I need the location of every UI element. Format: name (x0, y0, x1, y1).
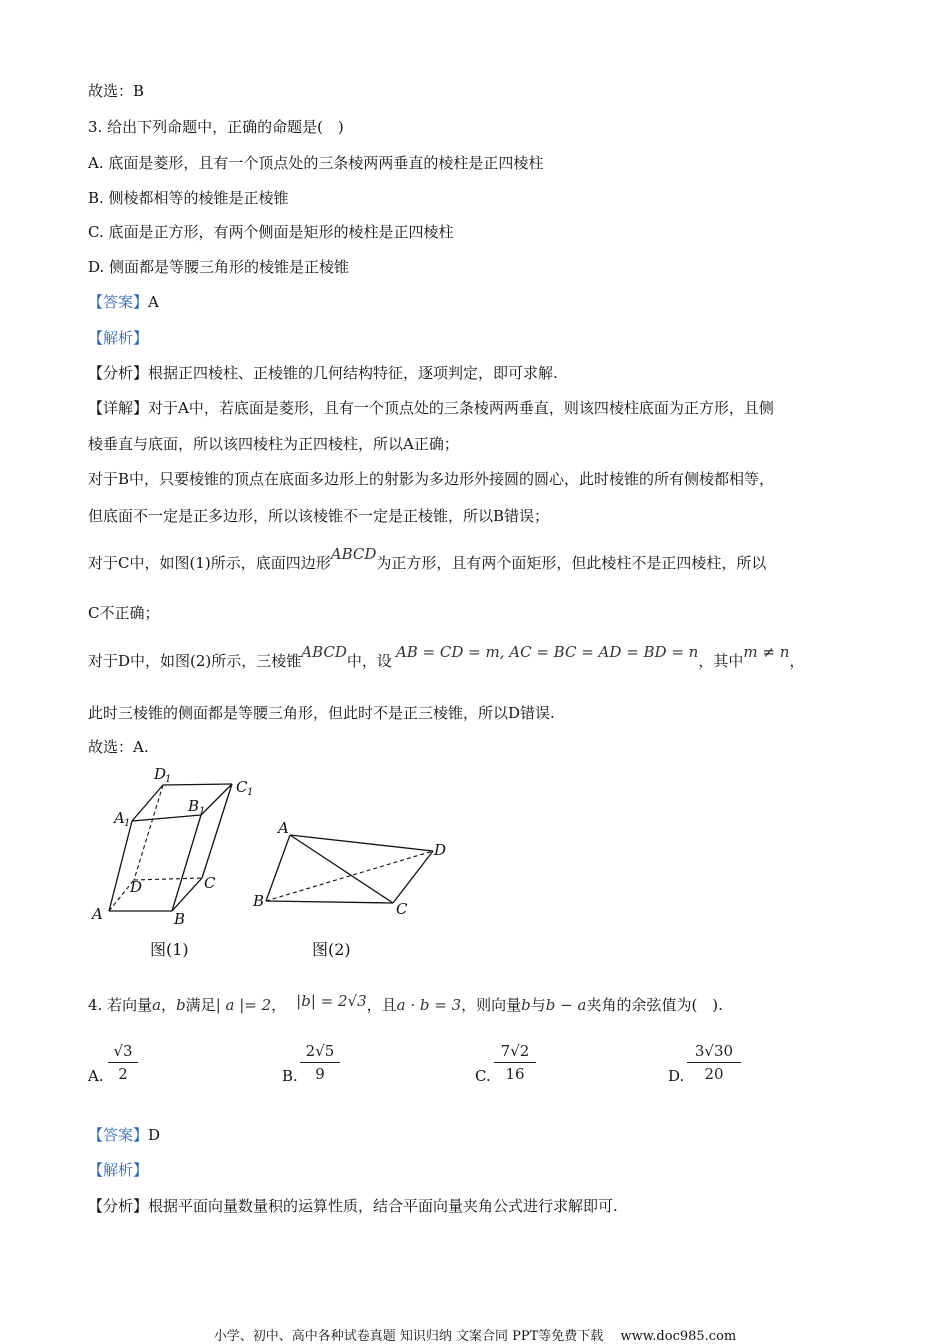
answer-line (88, 292, 159, 312)
page-footer: 小学、初中、高中各种试卷真题 知识归纳 文案合同 PPT等免费下载 www.doc985.com (213, 1329, 737, 1344)
label-d: D (130, 878, 143, 896)
option-c-label: C. (475, 1067, 491, 1085)
analysis-heading (88, 328, 148, 348)
label-c: C (396, 900, 408, 918)
analysis-tag-4: 【分析】 (88, 1197, 149, 1215)
q4-text-c: 满足 (185, 996, 216, 1014)
math-dot-product: a · b = 3 (396, 996, 462, 1014)
q4-text-f: ，则向量 (461, 996, 522, 1014)
math-abcd-2: ABCD (301, 643, 347, 661)
answer-value-2: D (148, 1126, 161, 1144)
detail-text-7d: ， (789, 652, 805, 670)
q4-text-h: 夹角的余弦值为( ). (586, 996, 723, 1014)
option-b-denominator: 9 (315, 1065, 325, 1083)
prev-answer-line: 故选：B (88, 82, 145, 100)
edge-d1c1 (163, 784, 232, 785)
edge-a1d1 (132, 785, 163, 821)
label-a: A (278, 819, 289, 837)
figure-1-caption: 图(1) (150, 940, 189, 959)
detail-text-5a: 对于C中，如图(1)所示，底面四边形 (88, 554, 331, 572)
question-3-stem: 3. 给出下列命题中，正确的命题是( ) (88, 118, 344, 136)
label-d: D (434, 841, 447, 859)
option-a-label: A. (88, 1067, 104, 1085)
answer-tag-2: 【答案】 (88, 1126, 149, 1144)
analysis-text-2: 根据平面向量数量积的运算性质，结合平面向量夹角公式进行求解即可. (148, 1197, 618, 1215)
question-3-option-b: B. 侧棱都相等的棱锥是正棱锥 (88, 189, 289, 207)
q4-text-e: ，且 (366, 996, 397, 1014)
option-d-fraction (687, 1042, 741, 1083)
detail-text-1: 对于A中，若底面是菱形，且有一个顶点处的三条棱两两垂直，则该四棱柱底面为正方形，且侧 (148, 399, 774, 417)
figure-2-tetrahedron (250, 815, 455, 920)
analysis-tag: 【解析】 (88, 329, 149, 347)
analysis-line (88, 363, 558, 383)
label-c1-sub: 1 (247, 787, 254, 798)
question-3-option-c: C. 底面是正方形，有两个侧面是矩形的棱柱是正四棱柱 (88, 223, 454, 241)
question-4-stem (88, 992, 723, 1015)
edge-d1d-hidden (134, 785, 163, 880)
q4-text-a: 4. 若向量 (88, 996, 153, 1014)
option-b-fraction (300, 1042, 340, 1083)
math-b-minus-a: b − a (545, 996, 587, 1014)
analysis-line-2 (88, 1196, 618, 1216)
edge-bd-hidden (266, 851, 433, 901)
detail-line-2: 棱垂直与底面，所以该四棱柱为正四棱柱，所以A正确； (88, 435, 459, 453)
detail-line-1 (88, 398, 774, 418)
label-c1: C (236, 778, 248, 796)
answer-value: A (148, 293, 159, 311)
figure-1-prism (86, 762, 266, 932)
option-d-denominator: 20 (704, 1065, 724, 1083)
detail-line-7 (88, 643, 805, 671)
edge-bc (266, 901, 393, 903)
answer-tag: 【答案】 (88, 293, 149, 311)
option-d-numerator: 3√30 (687, 1042, 741, 1063)
math-vector-b-2: b (521, 996, 531, 1014)
option-a-fraction (108, 1042, 138, 1083)
label-a1-sub: 1 (124, 818, 131, 829)
math-edge-equalities: AB = CD = m, AC = BC = AD = BD = n (395, 643, 699, 661)
option-a-denominator: 2 (118, 1065, 128, 1083)
question-3-option-a: A. 底面是菱形，且有一个顶点处的三条棱两两垂直的棱柱是正四棱柱 (88, 154, 544, 172)
detail-line-3: 对于B中，只要棱锥的顶点在底面多边形上的射影为多边形外接圆的圆心，此时棱锥的所有侧棱都相等， (88, 470, 775, 488)
analysis-text: 根据正四棱柱、正棱锥的几何结构特征，逐项判定，即可求解. (148, 364, 558, 382)
label-c: C (204, 874, 216, 892)
edge-ab (266, 835, 290, 901)
detail-line-4: 但底面不一定是正多边形，所以该棱锥不一定是正棱锥，所以B错误； (88, 507, 550, 525)
label-b: B (253, 892, 265, 910)
label-d1: D (154, 765, 167, 783)
label-b: B (174, 910, 186, 928)
choose-answer-line: 故选：A. (88, 738, 149, 756)
detail-text-7b: 中，设 (346, 652, 392, 670)
math-vector-a: a (152, 996, 162, 1014)
option-d-label: D. (668, 1067, 685, 1085)
option-a-numerator: √3 (108, 1042, 138, 1063)
figure-2-caption: 图(2) (312, 940, 351, 959)
option-c-numerator: 7√2 (494, 1042, 536, 1063)
label-b1: B (188, 797, 200, 815)
label-a: A (92, 905, 103, 923)
answer-line-2 (88, 1125, 160, 1145)
math-abs-a: | a |= 2 (215, 996, 272, 1014)
detail-line-5 (88, 545, 767, 573)
option-b-label: B. (282, 1067, 298, 1085)
q4-text-g: 与 (530, 996, 546, 1014)
detail-tag: 【详解】 (88, 399, 149, 417)
label-b1-sub: 1 (199, 806, 206, 817)
math-abs-b: |b| = 2√3 (296, 992, 367, 1010)
detail-line-8: 此时三棱锥的侧面都是等腰三角形，但此时不是正三棱锥，所以D错误. (88, 704, 555, 722)
edge-a1b1 (132, 815, 201, 821)
q4-text-d: ， (271, 996, 287, 1014)
math-vector-b: b (176, 996, 186, 1014)
math-m-neq-n: m ≠ n (743, 643, 790, 661)
label-d1-sub: 1 (165, 774, 172, 785)
option-c-fraction (494, 1042, 536, 1083)
detail-text-5b: 为正方形，且有两个面矩形，但此棱柱不是正四棱柱，所以 (376, 554, 767, 572)
q4-text-b: ， (161, 996, 177, 1014)
analysis-heading-2 (88, 1160, 148, 1180)
math-abcd: ABCD (330, 545, 377, 563)
label-a1: A (114, 809, 125, 827)
option-c-denominator: 16 (505, 1065, 525, 1083)
edge-b1b (172, 815, 201, 911)
detail-text-7a: 对于D中，如图(2)所示，三棱锥 (88, 652, 302, 670)
analysis-tag-2: 【分析】 (88, 364, 149, 382)
option-b-numerator: 2√5 (300, 1042, 340, 1063)
edge-dc-hidden (134, 878, 202, 880)
analysis-tag-3: 【解析】 (88, 1161, 149, 1179)
detail-text-7c: ，其中 (698, 652, 744, 670)
detail-line-6: C不正确； (88, 604, 160, 622)
question-3-option-d: D. 侧面都是等腰三角形的棱锥是正棱锥 (88, 258, 350, 276)
edge-cd (393, 851, 433, 903)
